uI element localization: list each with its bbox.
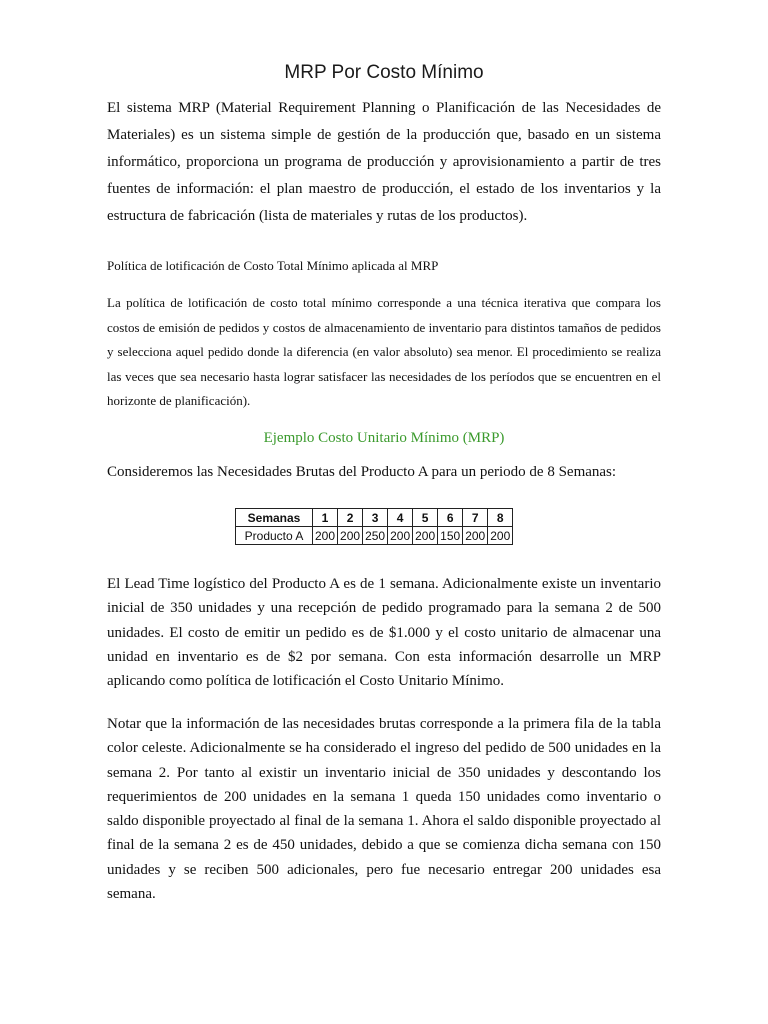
week-header-cell: 3	[363, 509, 388, 527]
week-header-cell: 2	[338, 509, 363, 527]
table-cell: 200	[488, 527, 513, 545]
table-cell: 200	[338, 527, 363, 545]
intro-paragraph: El sistema MRP (Material Requirement Planning o Planificación de las Necesidades de Materiales) es un sistema simple de gestión de la producción que, basado en un sistema informático, proporciona un programa de producción y aprovisionamiento a partir de tres fuentes de información: el plan maestro de producción, el estado de los inventarios y la estructura de fabricación (lista de materiales y rutas de los productos).	[107, 100, 661, 224]
explanation-paragraph: Notar que la información de las necesidades brutas corresponde a la primera fila de la tabla color celeste. Adicionalmente se ha considerado el ingreso del pedido de 500 unidades en la semana 2. Por tanto al existir un inventario inicial de 350 unidades y descontando los requerimientos de 200 unidades en la semana 1 queda 150 unidades como inventario o saldo disponible proyectado al final de la semana 1. Ahora el saldo disponible proyectado al final de la semana 2 es de 450 unidades, debido a que se comienza dicha semana con 150 unidades y se reciben 500 adicionales, pero fue necesario entregar 200 unidades esa semana.	[107, 716, 661, 903]
lead-sentence: Consideremos las Necesidades Brutas del Producto A para un periodo de 8 Semanas:	[107, 464, 617, 480]
policy-paragraph: La política de lotificación de costo total mínimo corresponde a una técnica iterativa que compara los costos de emisión de pedidos y costos de almacenamiento de inventario para distintos tamaños de pedidos y selecciona aquel pedido donde la diferencia (en valor absoluto) sea menor. El procedimiento se realiza las veces que sea necesario hasta lograr satisfacer las necesidades de los períodos que se encuentren en el horizonte de planificación).	[107, 295, 661, 408]
table-header-row	[236, 509, 513, 527]
week-header-cell: 1	[313, 509, 338, 527]
table-row	[236, 527, 513, 545]
table-cell: 200	[388, 527, 413, 545]
week-header-cell: 4	[388, 509, 413, 527]
example-heading: Ejemplo Costo Unitario Mínimo (MRP)	[263, 430, 505, 446]
week-header-cell: 6	[438, 509, 463, 527]
table-cell: 250	[363, 527, 388, 545]
row-label: Producto A	[236, 527, 313, 545]
table-cell: 150	[438, 527, 463, 545]
page-title: MRP Por Costo Mínimo	[284, 62, 484, 83]
week-header-cell: 7	[463, 509, 488, 527]
problem-statement-paragraph: El Lead Time logístico del Producto A es de 1 semana. Adicionalmente existe un inventario inicial de 350 unidades y una recepción de pedido programado para la semana 2 de 500 unidades. El costo de emitir un pedido es de $1.000 y el costo unitario de almacenar una unidad en inventario es de $2 por semana. Con esta información desarrolle un MRP aplicando como política de lotificación el Costo Unitario Mínimo.	[107, 576, 661, 690]
table-cell: 200	[413, 527, 438, 545]
table-header-label: Semanas	[236, 509, 313, 527]
policy-heading: Política de lotificación de Costo Total Mínimo aplicada al MRP	[107, 258, 439, 273]
table-cell: 200	[313, 527, 338, 545]
table-cell: 200	[463, 527, 488, 545]
week-header-cell: 5	[413, 509, 438, 527]
week-header-cell: 8	[488, 509, 513, 527]
gross-requirements-table	[235, 508, 513, 545]
